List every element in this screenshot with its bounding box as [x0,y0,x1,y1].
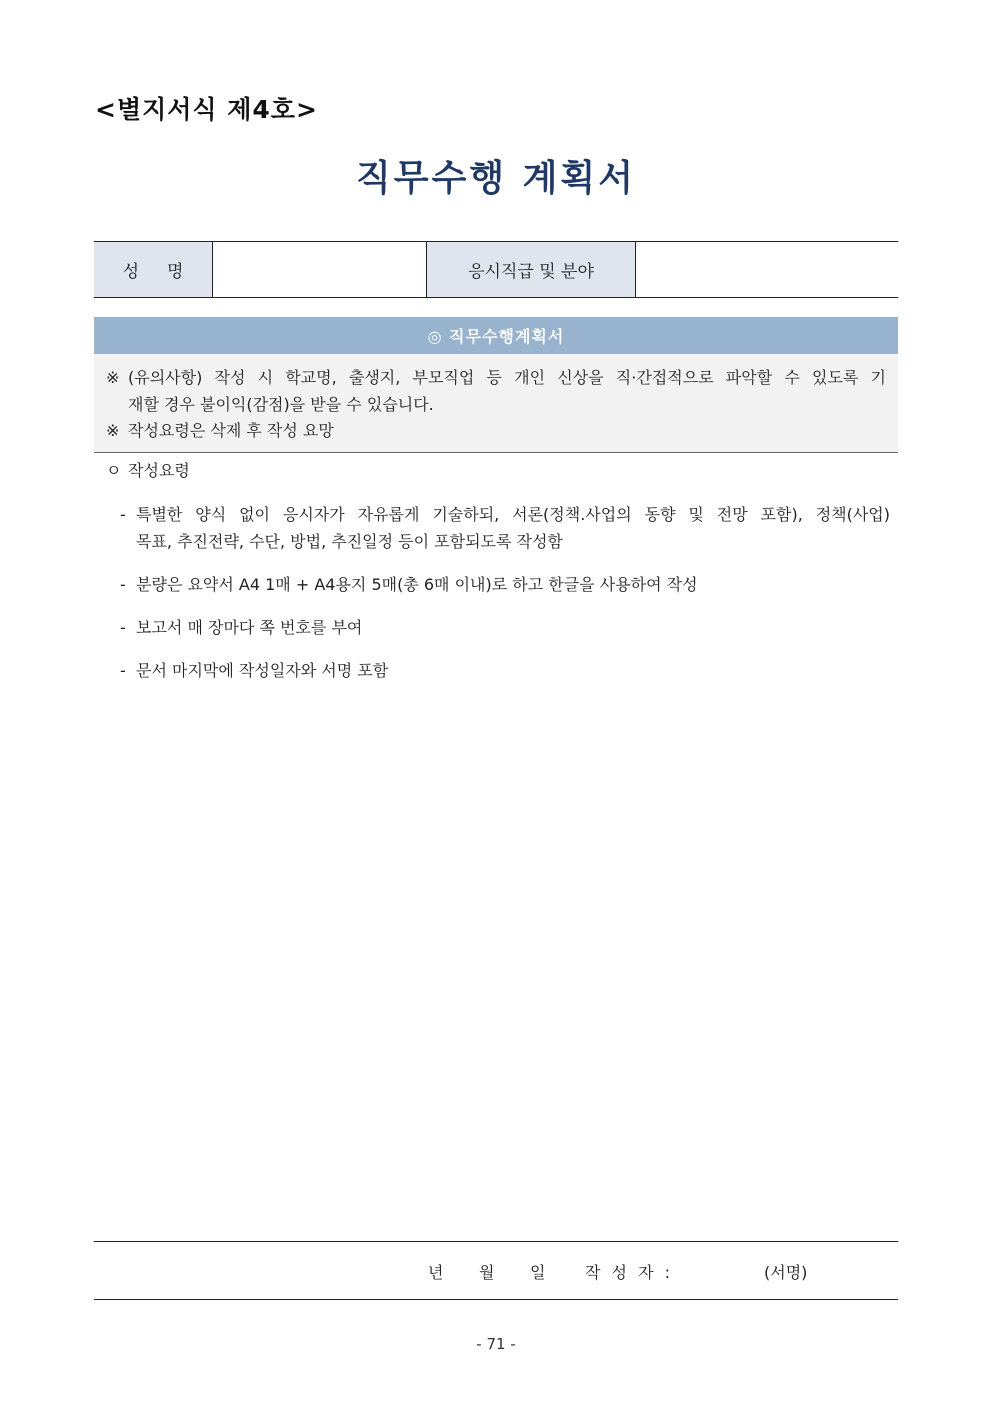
author-label: 작 성 자 : [585,1263,674,1282]
name-label-cell [94,242,213,297]
notice-text: 작성요령은 삭제 후 작성 요망 [128,421,334,440]
grade-value-cell[interactable] [636,242,898,297]
plan-section-header: ◎ 직무수행계획서 [94,317,898,354]
signature-bottom-divider [94,1299,898,1300]
name-value-cell[interactable] [213,242,427,297]
notice-text: (유의사항) 작성 시 학교명, 출생지, 부모직업 등 개인 신상을 직·간접적으로 파악할 수 있도록 기 [128,368,886,387]
notice-text-continued: 재할 경우 불이익(감점)을 받을 수 있습니다. [128,394,434,414]
guide-item [120,501,890,555]
guide-heading [106,458,190,481]
guide-item [120,657,890,684]
notice-box [94,354,898,453]
guide-item [120,614,890,641]
reference-mark: ※ [106,421,120,440]
year-label: 년 [428,1263,444,1282]
guide-item-text: 보고서 매 장마다 쪽 번호를 부여 [136,618,363,637]
day-label: 일 [530,1263,546,1282]
page-number: - 71 - [476,1335,516,1353]
bullet-mark: ㅇ [106,461,122,480]
document-title: 직무수행 계획서 [356,158,636,199]
month-label: 월 [479,1263,495,1282]
applicant-info-table [94,241,898,298]
guide-item-text: 분량은 요약서 A4 1매 + A4용지 5매(총 6매 이내)로 하고 한글을 사용하여 작성 [136,575,698,594]
guide-item-text-continued: 목표, 추진전략, 수단, 방법, 추진일정 등이 포함되도록 작성함 [136,532,563,551]
dash-bullet: - [120,575,126,594]
dash-bullet: - [120,661,126,680]
guide-item-text: 특별한 양식 없이 응시자가 자유롭게 기술하되, 서론(정책.사업의 동향 및 전망 포함), 정책(사업) [136,505,890,524]
guide-heading-text: 작성요령 [128,461,190,480]
reference-mark: ※ [106,368,120,387]
signature-label: (서명) [764,1263,808,1282]
guide-item-text: 문서 마지막에 작성일자와 서명 포함 [136,661,389,680]
grade-label-cell: 응시직급 및 분야 [427,242,636,297]
name-label: 성명 [122,262,212,282]
guide-item [120,571,890,598]
form-number-label: <별지서식 제4호> [95,95,318,124]
notice-item [106,365,886,392]
dash-bullet: - [120,618,126,637]
notice-item [106,418,886,445]
dash-bullet: - [120,505,126,524]
indent-spacer [120,528,136,555]
signature-top-divider [94,1241,898,1242]
